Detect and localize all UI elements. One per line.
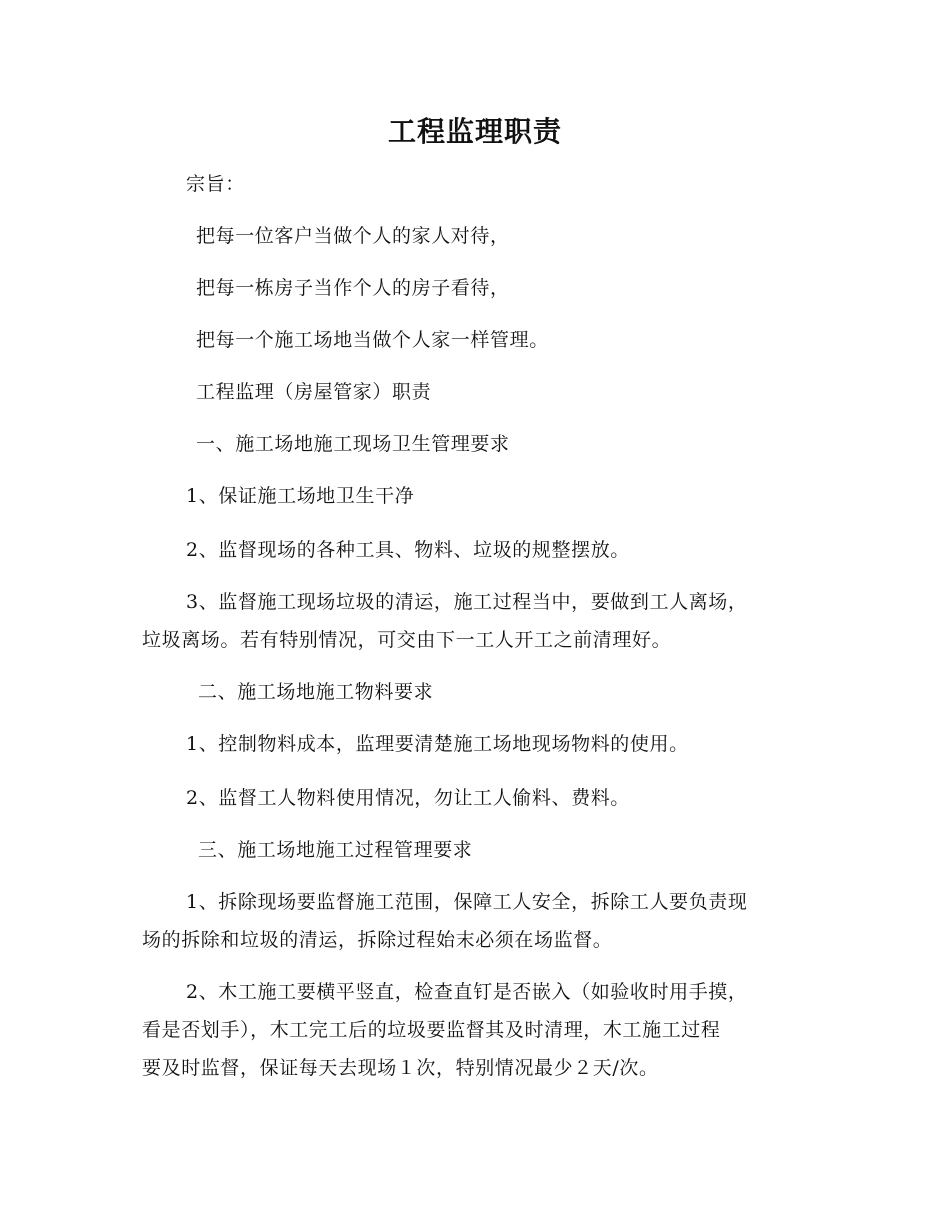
document-title: 工程监理职责 xyxy=(387,115,562,148)
section-3-item-1-line-2: 场的拆除和垃圾的清运，拆除过程始末必须在场监督。 xyxy=(142,929,613,951)
section-1-heading: 一、施工场地施工现场卫生管理要求 xyxy=(196,433,510,455)
section-1-item-2: 2、监督现场的各种工具、物料、垃圾的规整摆放。 xyxy=(186,539,630,561)
section-2-heading: 二、施工场地施工物料要求 xyxy=(198,681,434,703)
section-1-item-3-line-1: 3、监督施工现场垃圾的清运，施工过程当中，要做到工人离场， xyxy=(186,591,748,613)
section-2-item-2: 2、监督工人物料使用情况，勿让工人偷料、费料。 xyxy=(186,787,630,809)
purpose-heading: 宗旨： xyxy=(186,173,245,195)
section-3-heading: 三、施工场地施工过程管理要求 xyxy=(198,839,473,861)
purpose-line-2: 把每一栋房子当作个人的房子看待， xyxy=(196,277,510,299)
section-3-item-2-line-1: 2、木工施工要横平竖直，检查直钉是否嵌入（如验收时用手摸， xyxy=(186,981,748,1003)
section-3-item-2-line-3: 要及时监督，保证每天去现场１次，特别情况最少２天/次。 xyxy=(142,1057,659,1079)
section-1-item-3-line-2: 垃圾离场。若有特别情况，可交由下一工人开工之前清理好。 xyxy=(142,629,672,651)
section-3-item-1-line-1: 1、拆除现场要监督施工范围，保障工人安全，拆除工人要负责现 xyxy=(186,891,748,913)
purpose-line-3: 把每一个施工场地当做个人家一样管理。 xyxy=(196,329,549,351)
section-1-item-1: 1、保证施工场地卫生干净 xyxy=(186,485,415,507)
section-2-item-1: 1、控制物料成本，监理要清楚施工场地现场物料的使用。 xyxy=(186,733,689,755)
section-3-item-2-line-2: 看是否划手），木工完工后的垃圾要监督其及时清理，木工施工过程 xyxy=(142,1019,721,1041)
section-title: 工程监理（房屋管家）职责 xyxy=(196,381,432,403)
purpose-line-1: 把每一位客户当做个人的家人对待， xyxy=(196,225,510,247)
